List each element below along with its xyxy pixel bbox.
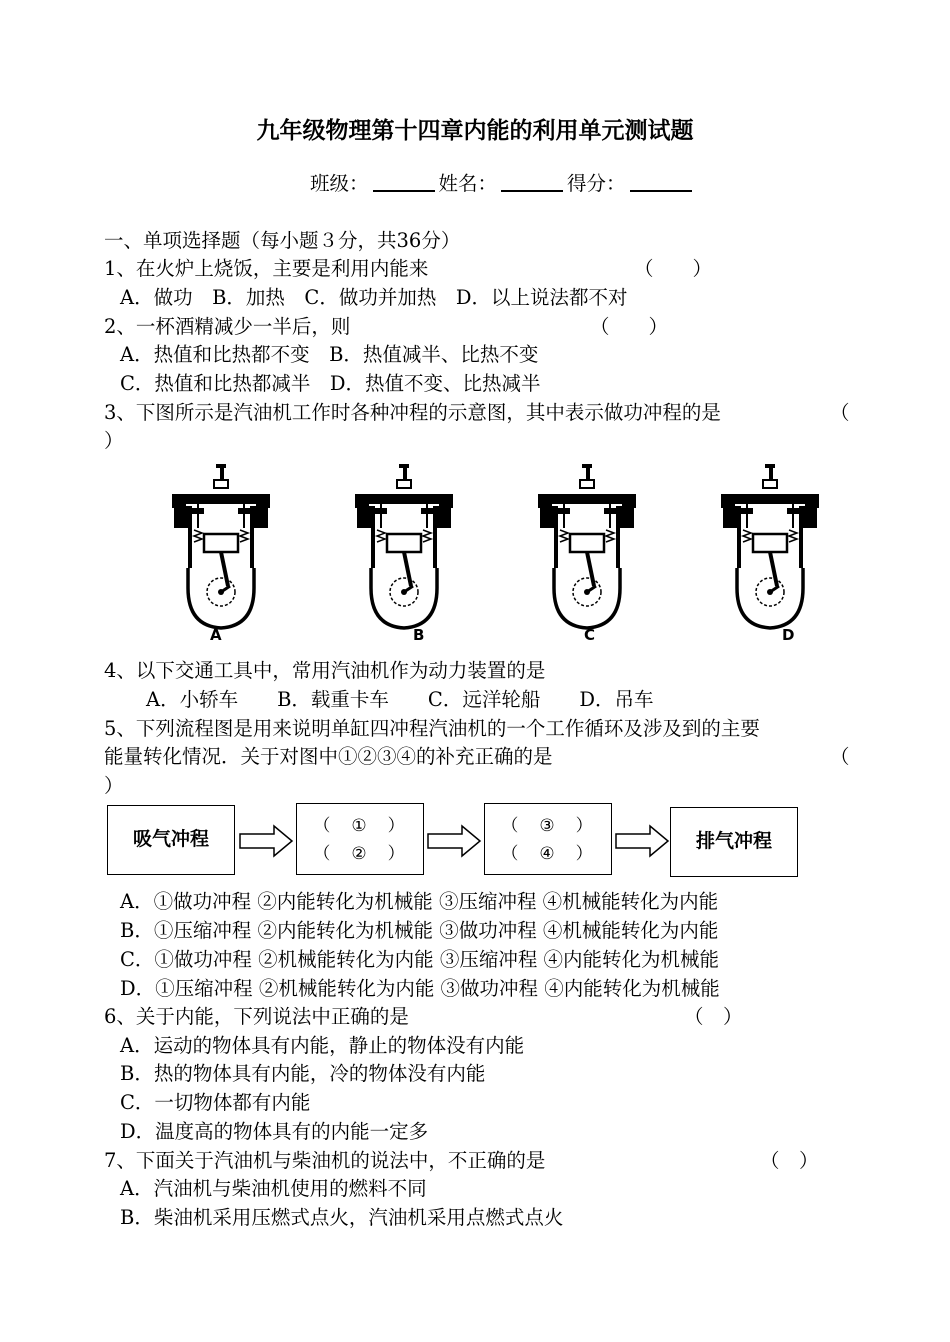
q5-option-b: B．①压缩冲程 ②内能转化为机械能 ③做功冲程 ④机械能转化为内能 — [120, 919, 719, 942]
q7-option-b: B．柴油机采用压燃式点火，汽油机采用点燃式点火 — [120, 1206, 564, 1229]
q6-option-a: A．运动的物体具有内能，静止的物体没有内能 — [120, 1034, 525, 1057]
flow-blank-1: （ ① ） — [313, 816, 407, 836]
name-label: 姓名： — [438, 172, 498, 195]
q6-option-d: D．温度高的物体具有的内能一定多 — [120, 1120, 429, 1143]
q1-options: A．做功 B．加热 C．做功并加热 D．以上说法都不对 — [120, 286, 628, 309]
q2-options-2: C．热值和比热都减半 D．热值不变、比热减半 — [120, 372, 541, 395]
q7-answer-paren[interactable]: （ ） — [760, 1149, 819, 1172]
score-label: 得分： — [567, 172, 626, 195]
q3-paren-open[interactable]: （ — [830, 401, 850, 424]
q5-option-d: D．①压缩冲程 ②机械能转化为内能 ③做功冲程 ④内能转化为机械能 — [120, 977, 720, 1000]
q4-stem: 4、以下交通工具中，常用汽油机作为动力装置的是 — [104, 659, 546, 682]
flow-exhaust-box — [670, 807, 798, 877]
diagram-label-d: D — [782, 626, 795, 644]
q2-options-1: A．热值和比热都不变 B．热值减半、比热不变 — [120, 343, 539, 366]
flow-intake-label: 吸气冲程 — [132, 828, 209, 850]
engine-strokes-figure — [160, 458, 860, 648]
q6-answer-paren[interactable]: （ ） — [684, 1005, 743, 1028]
score-blank[interactable] — [630, 172, 692, 192]
name-blank[interactable] — [501, 172, 563, 192]
q4-options: A．小轿车 B．载重卡车 C．远洋轮船 D．吊车 — [146, 688, 654, 711]
section-heading: 一、单项选择题（每小题３分，共36分） — [104, 229, 461, 252]
q5-option-c: C．①做功冲程 ②机械能转化为内能 ③压缩冲程 ④内能转化为机械能 — [120, 948, 720, 971]
flow-arrow-1 — [238, 823, 294, 859]
flow-box-1 — [296, 803, 424, 875]
q1-answer-paren[interactable]: （ ） — [634, 257, 713, 280]
class-label: 班级： — [310, 172, 369, 195]
diagram-label-a: A — [210, 626, 222, 644]
flow-intake-box — [107, 805, 235, 875]
flow-exhaust-label: 排气冲程 — [695, 830, 772, 852]
q6-option-c: C．一切物体都有内能 — [120, 1091, 311, 1114]
q5-paren-open[interactable]: （ — [830, 745, 850, 768]
engine-diagram-b[interactable] — [355, 464, 453, 628]
q5-stem-line1: 5、下列流程图是用来说明单缸四冲程汽油机的一个工作循环及涉及到的主要 — [104, 717, 760, 740]
page-title: 九年级物理第十四章内能的利用单元测试题 — [256, 117, 694, 144]
engine-diagram-a[interactable] — [172, 464, 270, 628]
class-blank[interactable] — [373, 172, 435, 192]
q3-stem: 3、下图所示是汽油机工作时各种冲程的示意图，其中表示做功冲程的是 — [104, 401, 721, 424]
flow-arrow-3 — [614, 823, 670, 859]
q6-option-b: B．热的物体具有内能，冷的物体没有内能 — [120, 1062, 486, 1085]
engine-diagram-c[interactable] — [538, 464, 636, 628]
flow-blank-2: （ ② ） — [313, 844, 407, 864]
q1-stem: 1、在火炉上烧饭，主要是利用内能来 — [104, 257, 429, 280]
q2-answer-paren[interactable]: （ ） — [590, 315, 669, 338]
flow-box-2 — [484, 803, 612, 875]
q5-stem-line2: 能量转化情况．关于对图中①②③④的补充正确的是 — [104, 745, 553, 768]
student-info — [310, 168, 696, 196]
q3-paren-close: ） — [104, 429, 124, 452]
flow-arrow-2 — [426, 823, 482, 859]
engine-diagram-d[interactable] — [721, 464, 819, 628]
flow-blank-3: （ ③ ） — [501, 816, 595, 836]
flow-blank-4: （ ④ ） — [501, 844, 595, 864]
q7-stem: 7、下面关于汽油机与柴油机的说法中，不正确的是 — [104, 1149, 546, 1172]
q5-paren-close: ） — [104, 774, 124, 797]
q6-stem: 6、关于内能，下列说法中正确的是 — [104, 1005, 409, 1028]
q7-option-a: A．汽油机与柴油机使用的燃料不同 — [120, 1177, 427, 1200]
diagram-label-c: C — [584, 626, 596, 644]
q5-option-a: A．①做功冲程 ②内能转化为机械能 ③压缩冲程 ④机械能转化为内能 — [120, 890, 719, 913]
diagram-label-b: B — [413, 626, 425, 644]
q2-stem: 2、一杯酒精减少一半后，则 — [104, 315, 351, 338]
